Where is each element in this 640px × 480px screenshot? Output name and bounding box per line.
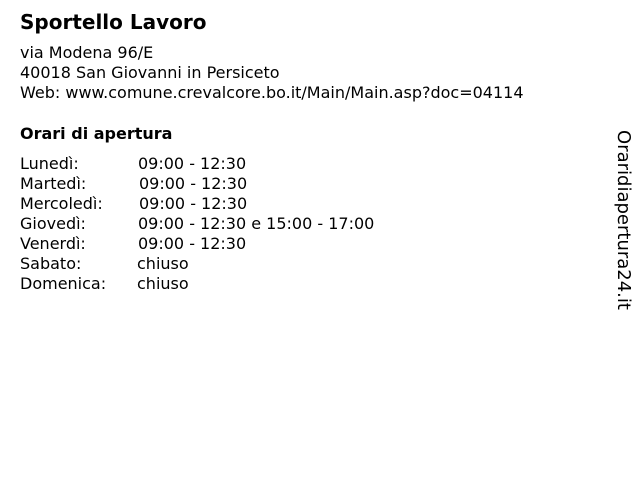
address-street: via Modena 96/E: [20, 43, 154, 62]
hours-heading: Orari di apertura: [20, 124, 173, 143]
hours-time: 09:00 - 12:30 e 15:00 - 17:00: [138, 214, 375, 233]
hours-time: chiuso: [137, 274, 189, 293]
hours-day: Lunedì:: [20, 154, 79, 173]
site-watermark: Oraridiapertura24.it: [613, 130, 634, 310]
hours-day: Sabato:: [20, 254, 82, 273]
hours-time: chiuso: [137, 254, 189, 273]
hours-day: Giovedì:: [20, 214, 86, 233]
hours-time: 09:00 - 12:30: [138, 154, 247, 173]
address-web: Web: www.comune.crevalcore.bo.it/Main/Main.asp?doc=04114: [20, 83, 524, 102]
hours-day: Domenica:: [20, 274, 107, 293]
address-city: 40018 San Giovanni in Persiceto: [20, 63, 280, 82]
hours-time: 09:00 - 12:30: [139, 174, 248, 193]
hours-time: 09:00 - 12:30: [138, 234, 247, 253]
page-title: Sportello Lavoro: [20, 10, 207, 34]
hours-day: Venerdì:: [20, 234, 86, 253]
hours-day: Mercoledì:: [20, 194, 103, 213]
address-block: [20, 43, 524, 103]
hours-day: Martedì:: [20, 174, 87, 193]
hours-time: 09:00 - 12:30: [139, 194, 248, 213]
